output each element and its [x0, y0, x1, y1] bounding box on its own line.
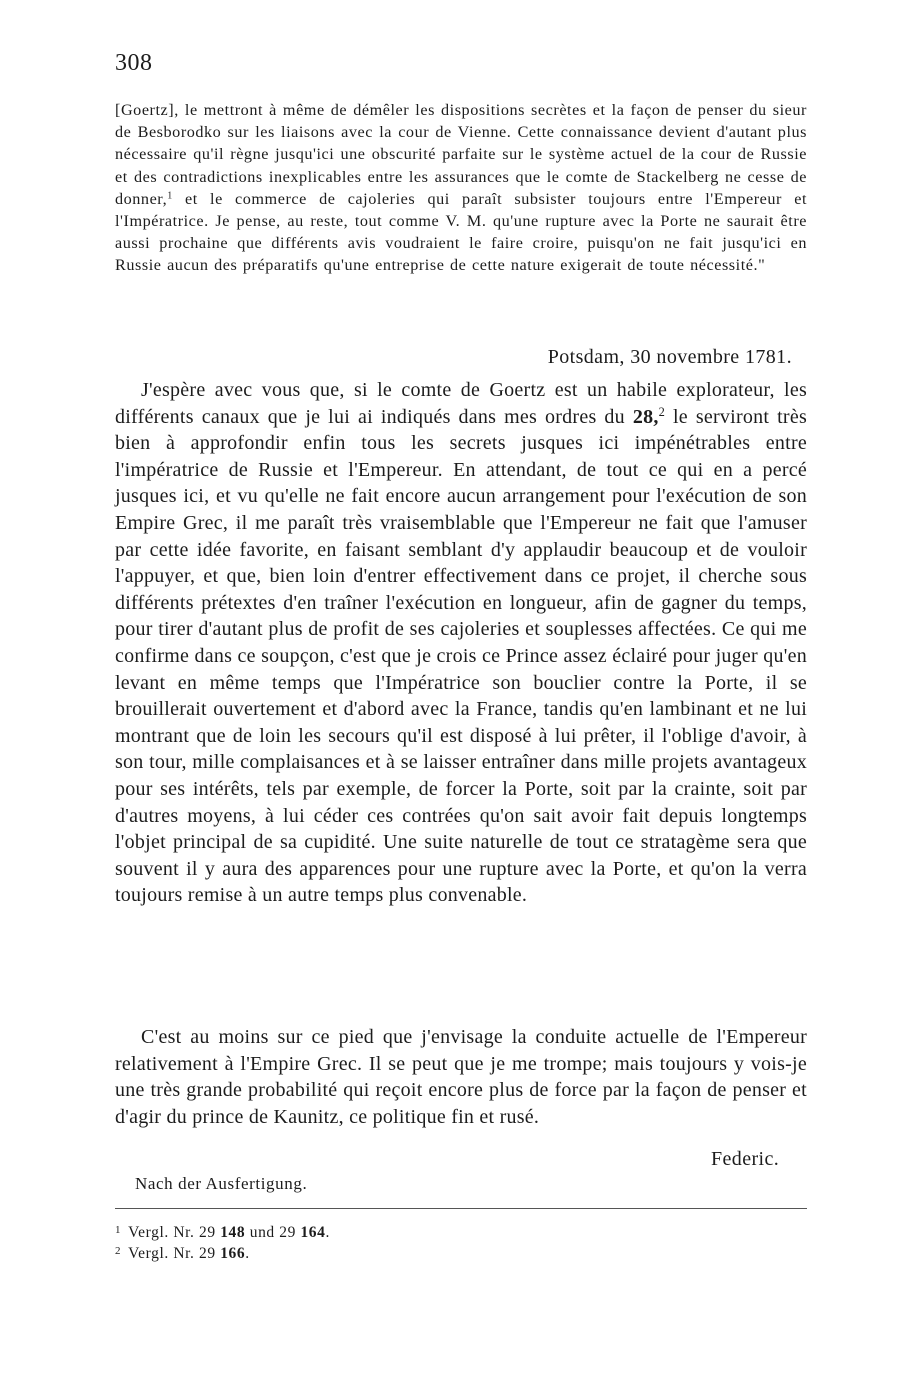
letter-paragraph-1 [115, 377, 807, 909]
dateline: Potsdam, 30 novembre 1781. [547, 346, 792, 368]
text-run: J'espère avec vous que, si le comte de Goertz est un habile explorateur, les différents canaux que je lui ai indiqués dans mes ordres du [115, 379, 807, 428]
quoted-paragraph [115, 99, 807, 277]
footnote-reference: 1 [167, 190, 173, 202]
footnote-2: $^2$ Vergl. Nr. 29 166. [115, 1245, 250, 1262]
page-number: 308 [115, 50, 153, 76]
bold-text: 28, [632, 405, 659, 428]
signature: Federic. [711, 1148, 780, 1170]
source-note: Nach der Ausfertigung. [135, 1174, 308, 1193]
letter-paragraph-2 [115, 1024, 807, 1130]
text-run: et le commerce de cajoleries qui paraît subsister toujours entre l'Empereur et l'Impératrice. Je pense, au reste, tout comme V. M. qu'une rupture avec la Porte ne saurait être aussi prochaine que différents avis voudraient le faire croire, puisqu'on ne fait jusqu'ici en Russie aucun des préparatifs qu'une entreprise de cette nature exigerait de toute nécessité." [115, 189, 807, 275]
footnote-reference: 2 [658, 404, 666, 419]
text-run: C'est au moins sur ce pied que j'envisage la conduite actuelle de l'Empereur relativement à l'Empire Grec. Il se peut que je me trompe; mais toujours y vois-je une très grande probabilité qui reçoit encore plus de force par la façon de penser et d'agir du prince de Kaunitz, ce politique fin et rusé. [115, 1026, 807, 1128]
footnote-divider [115, 1208, 807, 1209]
footnote-marker: 1 [115, 1224, 122, 1236]
footnote-1: $^1$ Vergl. Nr. 29 148 und 29 164. [115, 1224, 330, 1241]
footnote-marker: 2 [115, 1245, 122, 1257]
text-run: le serviront très bien à approfondir enfin tous les secrets jusques ici impénétrables entre l'impératrice de Russie et l'Empereur. En attendant, de tout ce qui en a percé jusques ici, et vu qu'elle ne fait encore aucun arrangement pour l'exécution de son Empire Grec, il me paraît très vraisemblable que l'Empereur ne fait que l'amuser par cette idée favorite, en faisant semblant d'y applaudir beaucoup et de vouloir l'appuyer, et que, bien loin d'entrer effectivement dans ce projet, il cherche sous différents prétextes d'en traîner l'exécution en longueur, afin de gagner du temps, pour tirer d'autant plus de profit de ses cajoleries et souplesses affectées. Ce qui me confirme dans ce soupçon, c'est que je crois ce Prince assez éclairé pour juger qu'en levant en même temps que l'Impératrice son bouclier contre la Porte, il se brouillerait ouvertement et d'abord avec la France, tandis qu'en lambinant et ne lui montrant que de loin les secours qu'il est disposé à lui prêter, il l'oblige d'avoir, à son tour, mille complaisances et à se laisser entraîner dans mille projets avantageux pour ses intérêts, tels par exemple, de forcer la Porte, soit par la crainte, soit par d'autres moyens, à lui céder ces contrées qu'on sait avoir fait depuis longtemps l'objet principal de sa cupidité. Une suite naturelle de tout ce stratagème sera que souvent il y aura des apparences pour une rupture avec la Porte, et qu'on la verra toujours remise à un autre temps plus convenable. [115, 405, 808, 907]
text-run: [Goertz], le mettront à même de démêler les dispositions secrètes et la façon de penser du sieur de Besborodko sur les liaisons avec la cour de Vienne. Cette connaissance devient d'autant plus nécessaire qu'il règne jusqu'ici une obscurité parfaite sur le système actuel de la cour de Russie et des contradictions inexplicables entre les assurances que le comte de Stackelberg ne cesse de donner, [115, 101, 807, 208]
